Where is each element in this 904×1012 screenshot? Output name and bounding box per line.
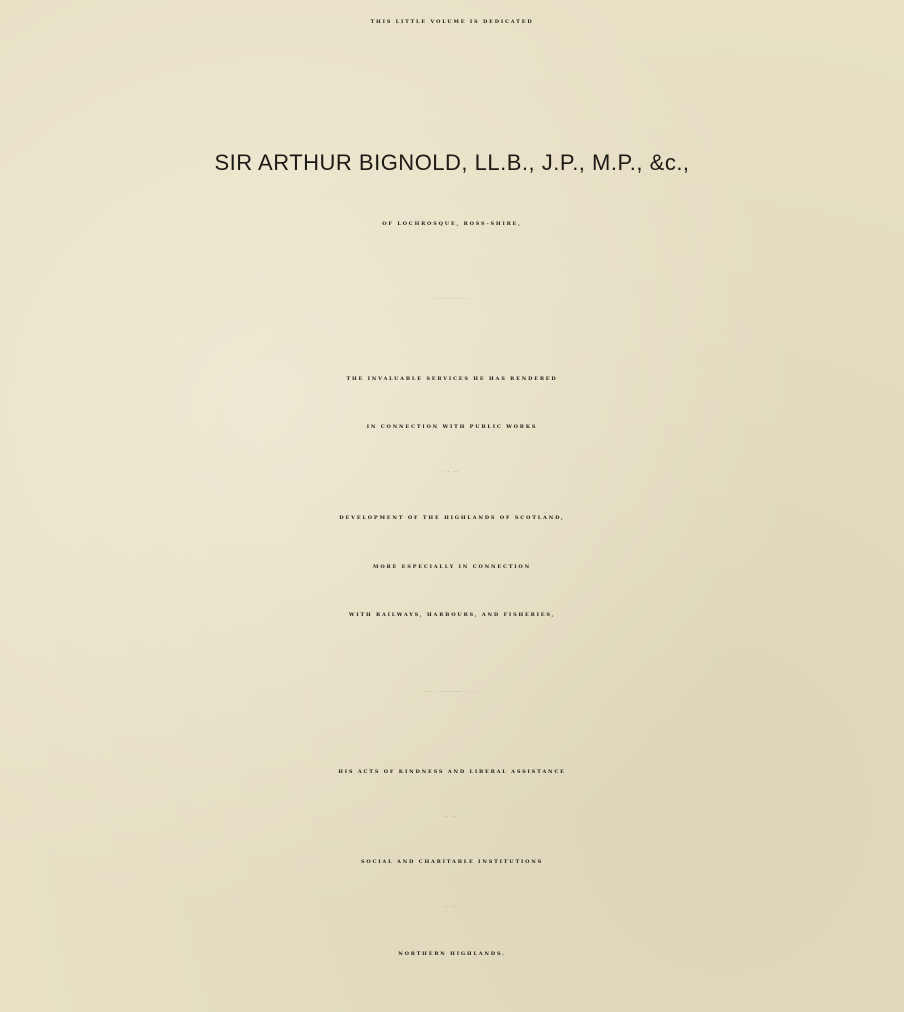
dedicatee-name: SIR ARTHUR BIGNOLD, LL.B., J.P., M.P., &c., [214, 150, 690, 175]
kindness-line: OF THE [444, 907, 460, 908]
dedication-heading: THIS LITTLE VOLUME IS DEDICATED [370, 19, 534, 25]
kindness-line: NORTHERN HIGHLANDS. [398, 951, 506, 957]
services-line: IN CONNECTION WITH PUBLIC WORKS [366, 424, 538, 430]
services-line: WITH RAILWAYS, HARBOURS, AND FISHERIES, [348, 612, 556, 618]
dedicatee-residence: OF LOCHROSQUE, ROSS-SHIRE, [382, 221, 522, 227]
kindness-line: SOCIAL AND CHARITABLE INSTITUTIONS [360, 859, 544, 865]
kindness-line: HIS ACTS OF KINDNESS AND LIBERAL ASSISTANCE [338, 769, 566, 775]
services-line: MORE ESPECIALLY IN CONNECTION [373, 564, 531, 570]
services-line: FOR THE [443, 472, 461, 473]
kindness-line: TO THE [444, 817, 460, 818]
remembrance-heading: AND IN REMEMBRANCE OF [425, 692, 479, 693]
recognition-heading: IN RECOGNITION OF [430, 299, 474, 300]
services-line: THE INVALUABLE SERVICES HE HAS RENDERED [346, 376, 558, 382]
services-line: DEVELOPMENT OF THE HIGHLANDS OF SCOTLAND, [339, 515, 565, 521]
